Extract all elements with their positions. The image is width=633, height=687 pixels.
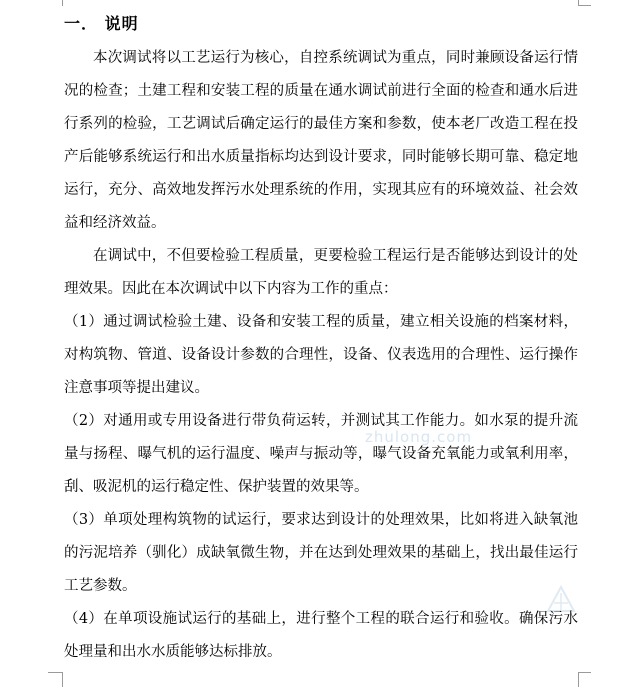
crop-mark-bottom-left-vertical: [62, 672, 63, 687]
crop-mark-top-left-vertical: [62, 0, 63, 6]
list-item-1: （1）通过调试检验土建、设备和安装工程的质量，建立相关设施的档案材料，对构筑物、管道、设备设计参数的合理性，设备、仪表选用的合理性、运行操作注意事项等提出建议。: [64, 314, 578, 396]
list-item-4: （4）在单项设施试运行的基础上，进行整个工程的联合运行和验收。确保污水处理量和出水水质能够达标排放。: [64, 611, 578, 660]
paragraph-focus: 在调试中，不但要检验工程质量，更要检验工程运行是否能够达到设计的处理效果。因此在本次调试中以下内容为工作的重点：: [64, 248, 578, 297]
section-heading: 一． 说明: [64, 14, 139, 33]
watermark-text: zhulong.com: [365, 428, 473, 446]
list-item-3: （3）单项处理构筑物的试运行，要求达到设计的处理效果，比如将进入缺氧池的污泥培养（驯化）成缺氧微生物，并在达到处理效果的基础上，找出最佳运行工艺参数。: [64, 512, 578, 594]
crop-mark-bottom-right-vertical: [578, 672, 579, 687]
document-body: [64, 12, 578, 669]
crop-mark-top-right-horizontal: [579, 5, 591, 6]
paragraph-intro: 本次调试将以工艺运行为核心，自控系统调试为重点，同时兼顾设备运行情况的检查；土建工程和安装工程的质量在通水调试前进行全面的检查和通水后进行系列的检验，工艺调试后确定运行的最佳方案和参数，使本老厂改造工程在投产后能够系统运行和出水质量指标均达到设计要求，同时能够长期可靠、稳定地运行，充分、高效地发挥污水处理系统的作用，实现其应有的环境效益、社会效益和经济效益。: [64, 50, 578, 231]
crop-mark-bottom-right-horizontal: [579, 672, 591, 673]
list-item-2: （2）对通用或专用设备进行带负荷运转，并测试其工作能力。如水泵的提升流量与扬程、曝气机的运行温度、噪声与振动等，曝气设备充氧能力或氧利用率，刮、吸泥机的运行稳定性、保护装置的效果等。: [64, 413, 578, 495]
crop-mark-bottom-left-horizontal: [48, 672, 62, 673]
